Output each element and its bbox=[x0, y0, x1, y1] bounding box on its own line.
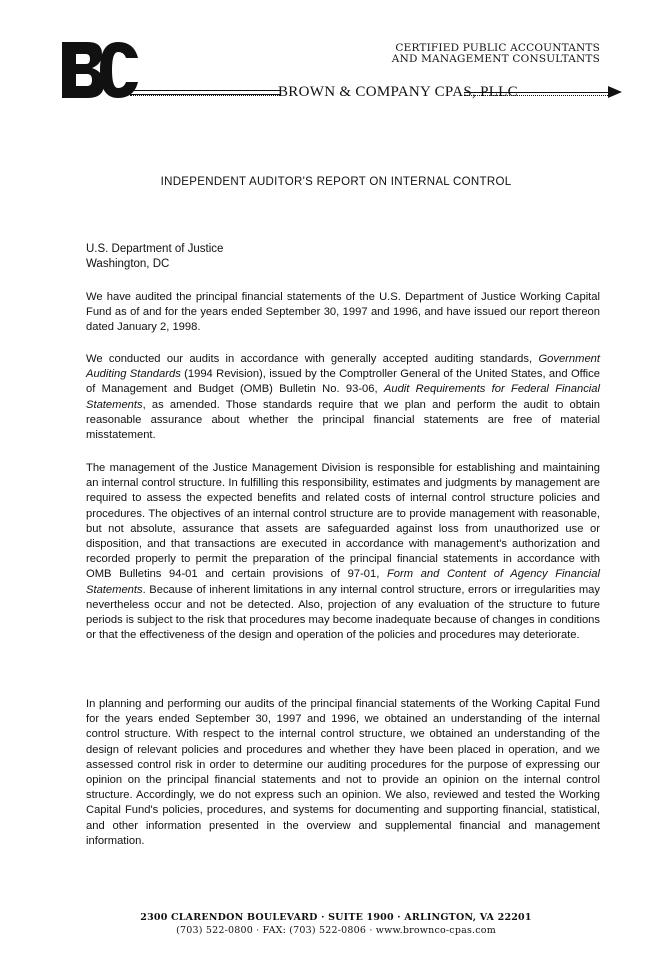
report-title: INDEPENDENT AUDITOR'S REPORT ON INTERNAL CONTROL bbox=[160, 176, 512, 188]
p2-text-e: , as amended. Those standards require that we plan and perform the audit to obtain reasonable assurance about whether the principal financial statements are free of material misstatement. bbox=[86, 398, 600, 442]
p3-text-c: . Because of inherent limitations in any internal control structure, errors or irregularities may nevertheless occur and not be detected. Also, projection of any evaluation of the structure to future periods is subject to the risk that procedures may become inadequate because of changes in conditions or that the effectiveness of the design and operation of the policies and procedures may deteriorate. bbox=[86, 583, 600, 642]
p2-text-a: We conducted our audits in accordance with generally accepted auditing standards, bbox=[86, 353, 539, 365]
paragraph-2 bbox=[86, 352, 600, 443]
addressee-line-1: U.S. Department of Justice bbox=[86, 243, 224, 255]
addressee-line-2: Washington, DC bbox=[86, 258, 170, 270]
paragraph-4: In planning and performing our audits of the principal financial statements of the Working Capital Fund for the years ended September 30, 1997 and 1996, we obtained an understanding of the internal control structure. With respect to the internal control structure, we obtained an understanding of the design of relevant policies and procedures and whether they have been placed in operation, and we assessed control risk in order to determine our auditing procedures for the purpose of expressing our opinion on the principal financial statements and not to provide an opinion on the internal control structure. Accordingly, we do not express such an opinion. We also, reviewed and tested the Working Capital Fund's policies, procedures, and systems for documenting and supporting financial, statistical, and other information presented in the overview and supplemental financial and management information. bbox=[86, 698, 600, 847]
arrow-right-icon bbox=[608, 86, 622, 98]
letterhead-dotted-rule-right bbox=[464, 95, 608, 96]
firm-name-row bbox=[60, 84, 620, 104]
p2-italic-standards: Government Auditing Standards bbox=[86, 353, 600, 381]
p2-text-c: (1994 Revision), issued by the Comptroller General of the United States, and Office of Management and Budget (OMB) Bulletin No. 93-06, bbox=[86, 368, 600, 396]
tagline-line-1: CERTIFIED PUBLIC ACCOUNTANTS bbox=[395, 42, 600, 54]
paragraph-3 bbox=[86, 461, 600, 643]
letterhead-footer bbox=[0, 911, 672, 937]
letterhead-dotted-rule-left bbox=[130, 95, 280, 96]
p3-text-a: The management of the Justice Management Division is responsible for establishing and maintaining an internal control structure. In fulfilling this responsibility, estimates and judgments by management are required to assess the expected benefits and related costs of internal control structure policies and procedures. The objectives of an internal control structure are to provide management with reasonable, but not absolute, assurance that assets are safeguarded against loss from unauthorized use or disposition, and that transactions are executed in accordance with management's authorization and recorded properly to permit the preparation of the principal financial statements in accordance with OMB Bulletins 94-01 and certain provisions of 97-01, bbox=[86, 462, 600, 581]
letterhead-rule-right bbox=[464, 92, 608, 93]
p2-italic-requirements: Audit Requirements for Federal Financial Statements bbox=[86, 383, 600, 411]
p3-italic-form-content: Form and Content of Agency Financial Statements bbox=[86, 568, 600, 596]
footer-address: 2300 CLARENDON BOULEVARD · SUITE 1900 · ARLINGTON, VA 22201 bbox=[140, 912, 532, 923]
addressee-block bbox=[86, 242, 223, 272]
tagline-line-2: AND MANAGEMENT CONSULTANTS bbox=[391, 53, 600, 65]
firm-name: BROWN & COMPANY CPAS, PLLC bbox=[278, 84, 518, 100]
firm-tagline bbox=[392, 43, 600, 65]
footer-contact: (703) 522-0800 · FAX: (703) 522-0806 · www.brownco-cpas.com bbox=[176, 925, 496, 936]
paragraph-1: We have audited the principal financial statements of the U.S. Department of Justice Working Capital Fund as of and for the years ended September 30, 1997 and 1996, and have issued our report thereon dated January 2, 1998. bbox=[86, 291, 600, 334]
